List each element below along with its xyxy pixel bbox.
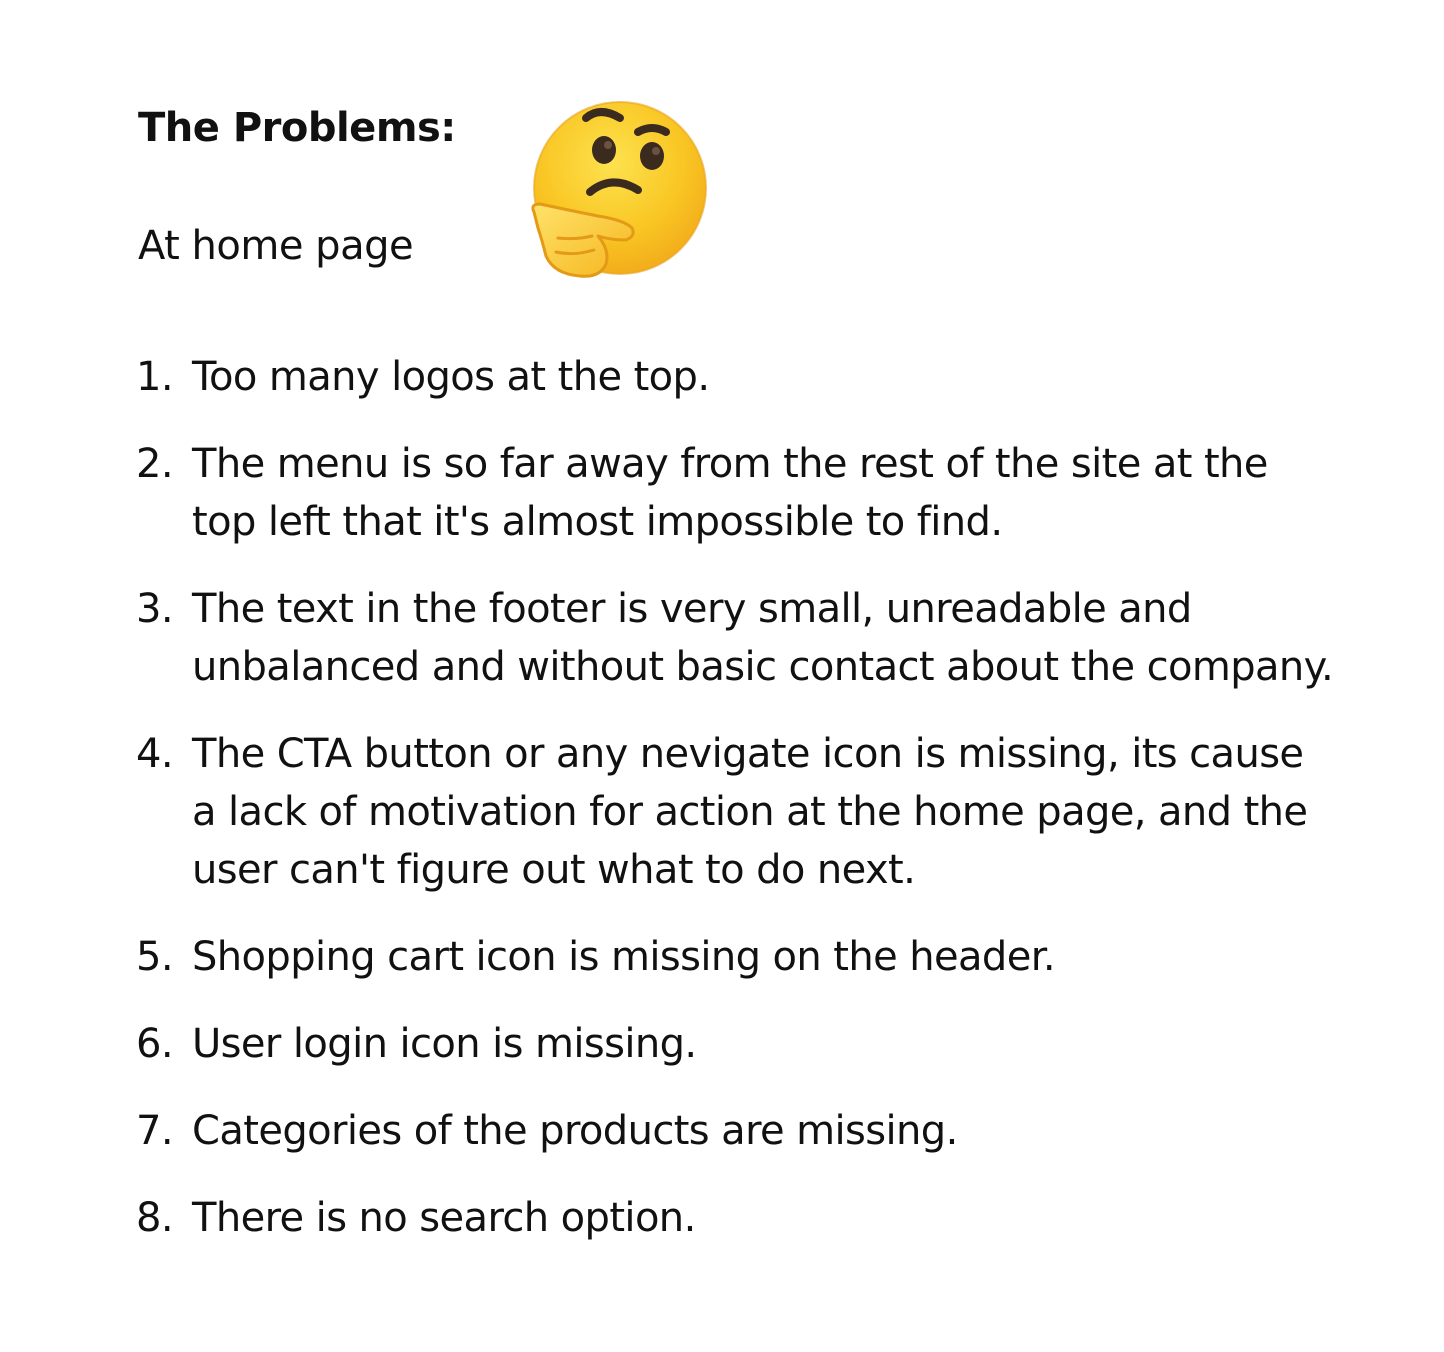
list-item-text: Shopping cart icon is missing on the header. (192, 934, 1056, 980)
list-item-number: 6. (136, 1021, 173, 1067)
list-item (0, 435, 1444, 551)
list-item-text: The CTA button or any nevigate icon is missing, its cause a lack of motivation for action at the home page, and the user can't figure out what to do next. (192, 731, 1308, 893)
list-item (0, 1189, 1444, 1247)
list-item-number: 4. (136, 731, 173, 777)
list-item-text: Too many logos at the top. (192, 354, 710, 400)
list-item-number: 3. (136, 586, 173, 632)
list-item (0, 928, 1444, 986)
list-item (0, 1102, 1444, 1160)
list-item (0, 1015, 1444, 1073)
list-item-number: 5. (136, 934, 173, 980)
list-item-text: Categories of the products are missing. (192, 1108, 958, 1154)
list-item-number: 7. (136, 1108, 173, 1154)
list-item-number: 8. (136, 1195, 173, 1241)
list-item (0, 580, 1444, 696)
list-item-number: 1. (136, 354, 173, 400)
list-item-text: The menu is so far away from the rest of the site at the top left that it's almost impossible to find. (192, 441, 1268, 545)
problem-list (0, 348, 1444, 1276)
page-title: The Problems: (138, 105, 456, 151)
list-item (0, 348, 1444, 406)
thinking-face-icon (528, 100, 710, 280)
list-item-text: User login icon is missing. (192, 1021, 697, 1067)
list-item-text: There is no search option. (192, 1195, 696, 1241)
section-subtitle: At home page (138, 223, 414, 269)
list-item-number: 2. (136, 441, 173, 487)
list-item-text: The text in the footer is very small, unreadable and unbalanced and without basic contact about the company. (192, 586, 1334, 690)
list-item (0, 725, 1444, 899)
